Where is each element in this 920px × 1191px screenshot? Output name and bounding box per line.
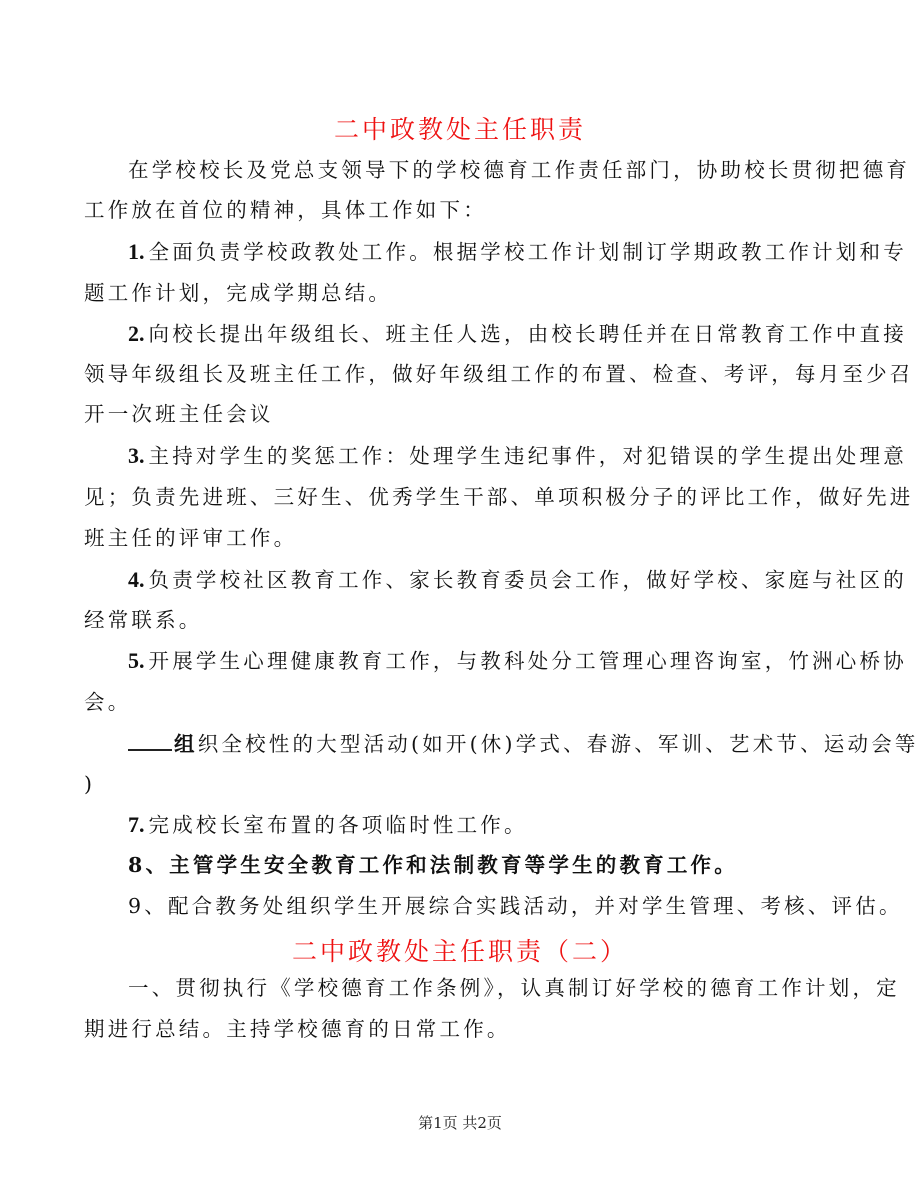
section-2-line-1: 一、贯彻执行《学校德育工作条例》，认真制订好学校的德育工作计划，定 (128, 976, 900, 1000)
item-9-line-1: 9、配合教务处组织学生开展综合实践活动，并对学生管理、考核、评估。 (128, 894, 903, 918)
intro-line-2: 工作放在首位的精神，具体工作如下： (84, 198, 487, 222)
item-4-line-1 (128, 566, 907, 594)
blank-underline (128, 731, 172, 751)
item-4-text: 负责学校社区教育工作、家长教育委员会工作，做好学校、家庭与社区的 (148, 568, 907, 592)
item-5-line-2: 会。 (84, 690, 132, 714)
item-6-line-1 (128, 730, 919, 758)
item-3-line-3: 班主任的评审工作。 (84, 526, 298, 550)
item-3-line-2: 见；负责先进班、三好生、优秀学生干部、单项积极分子的评比工作，做好先进 (84, 485, 914, 509)
item-2-text: 向校长提出年级组长、班主任人选，由校长聘任并在日常教育工作中直接 (148, 322, 907, 346)
item-6-lead: 组 (174, 732, 198, 756)
item-6-text: 织全校性的大型活动(如开(休)学式、春游、军训、艺术节、运动会等 (197, 732, 919, 756)
intro-line-1: 在学校校长及党总支领导下的学校德育工作责任部门，协助校长贯彻把德育 (128, 158, 911, 182)
item-5-line-1 (128, 647, 907, 675)
item-7-number: 7. (128, 812, 145, 837)
item-3-text: 主持对学生的奖惩工作：处理学生违纪事件，对犯错误的学生提出处理意 (148, 444, 907, 468)
item-3-line-1 (128, 442, 907, 470)
item-5-number: 5. (128, 648, 145, 673)
document-title: 二中政教处主任职责 (333, 115, 586, 144)
item-1-line-1 (128, 238, 907, 266)
item-1-number: 1. (128, 239, 145, 264)
item-1-text: 全面负责学校政教处工作。根据学校工作计划制订学期政教工作计划和专 (148, 240, 907, 264)
item-7-text: 完成校长室布置的各项临时性工作。 (148, 813, 528, 837)
item-4-number: 4. (128, 567, 145, 592)
section-2-title: 二中政教处主任职责（二） (291, 937, 628, 966)
item-4-line-2: 经常联系。 (84, 608, 203, 632)
item-3-number: 3. (128, 443, 145, 468)
item-8-line-1: 8、主管学生安全教育工作和法制教育等学生的教育工作。 (128, 853, 738, 877)
item-7-line-1 (128, 811, 868, 839)
item-2-line-2: 领导年级组长及班主任工作，做好年级组工作的布置、检查、考评，每月至少召 (84, 362, 914, 386)
page-footer: 第1页 共2页 (418, 1114, 502, 1132)
item-2-number: 2. (128, 321, 145, 346)
item-2-line-3: 开一次班主任会议 (84, 402, 274, 426)
item-2-line-1 (128, 320, 907, 348)
section-2-line-2: 期进行总结。主持学校德育的日常工作。 (84, 1017, 511, 1041)
item-5-text: 开展学生心理健康教育工作，与教科处分工管理心理咨询室，竹洲心桥协 (148, 649, 907, 673)
item-1-line-2: 题工作计划，完成学期总结。 (84, 281, 393, 305)
item-6-line-2: ) (84, 772, 96, 796)
